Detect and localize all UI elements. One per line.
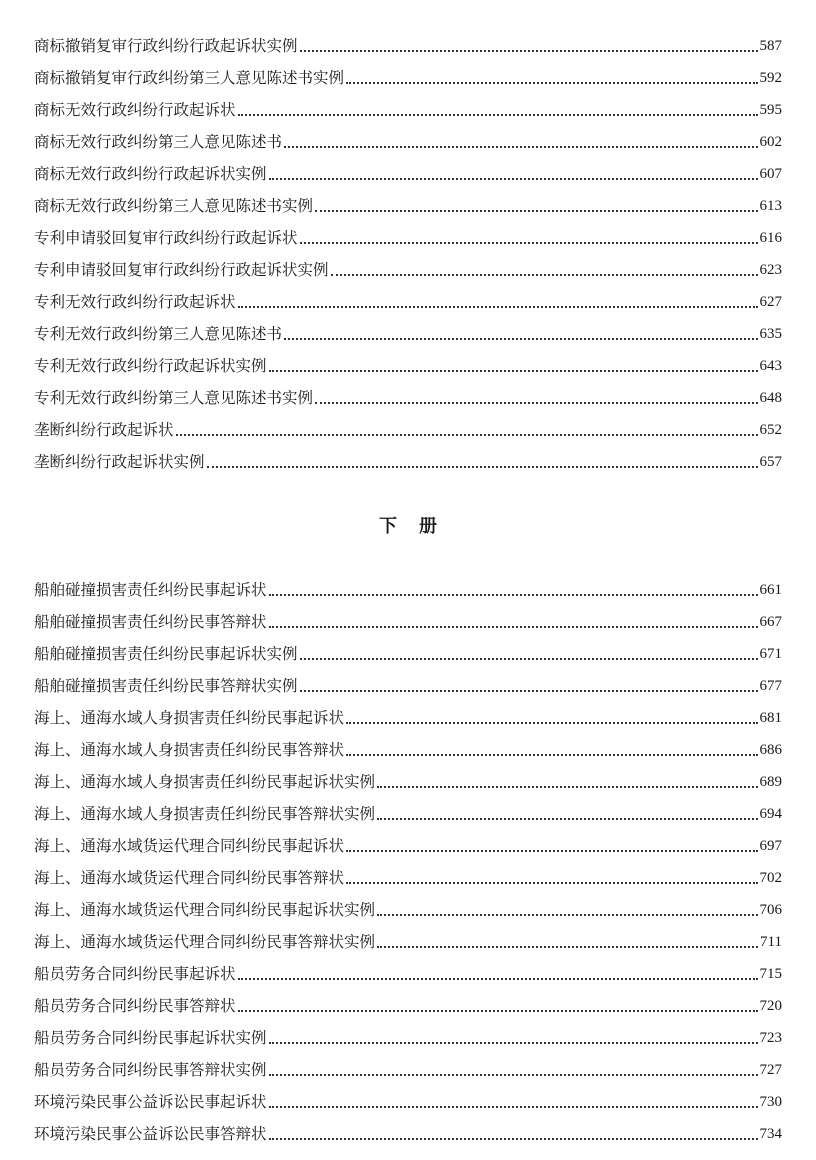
toc-entry[interactable] xyxy=(34,638,782,670)
toc-entry-title: 垄断纠纷行政起诉状实例 xyxy=(34,453,205,471)
dot-leader xyxy=(269,594,758,596)
dot-leader xyxy=(300,690,758,692)
dot-leader xyxy=(346,722,757,724)
dot-leader xyxy=(300,50,758,52)
toc-entry-page-number: 677 xyxy=(759,678,782,694)
toc-entry[interactable] xyxy=(34,990,782,1022)
toc-entry-page-number: 648 xyxy=(759,390,782,406)
toc-entry-page-number: 657 xyxy=(759,454,782,470)
dot-leader xyxy=(377,946,758,948)
toc-entry-title: 专利无效行政纠纷行政起诉状 xyxy=(34,293,236,311)
dot-leader xyxy=(207,466,758,468)
toc-entry[interactable] xyxy=(34,318,782,350)
toc-entry[interactable] xyxy=(34,1054,782,1086)
toc-entry[interactable] xyxy=(34,286,782,318)
toc-entry[interactable] xyxy=(34,158,782,190)
toc-entry[interactable] xyxy=(34,926,782,958)
toc-entry-page-number: 607 xyxy=(759,166,782,182)
toc-entry-page-number: 702 xyxy=(759,870,782,886)
toc-entry[interactable] xyxy=(34,606,782,638)
toc-entry-title: 环境污染民事公益诉讼民事起诉状 xyxy=(34,1093,267,1111)
dot-leader xyxy=(346,882,757,884)
toc-entry-page-number: 715 xyxy=(759,966,782,982)
toc-entry[interactable] xyxy=(34,766,782,798)
toc-entry[interactable] xyxy=(34,382,782,414)
toc-entry-page-number: 711 xyxy=(760,934,782,950)
toc-entry-page-number: 734 xyxy=(759,1126,782,1142)
toc-list-lower xyxy=(34,574,782,1150)
dot-leader xyxy=(377,818,757,820)
toc-entry-page-number: 671 xyxy=(759,646,782,662)
toc-entry-page-number: 643 xyxy=(759,358,782,374)
toc-entry[interactable] xyxy=(34,1118,782,1150)
toc-entry[interactable] xyxy=(34,830,782,862)
dot-leader xyxy=(315,210,757,212)
toc-entry-title: 垄断纠纷行政起诉状 xyxy=(34,421,174,439)
toc-entry[interactable] xyxy=(34,894,782,926)
toc-entry-title: 商标撤销复审行政纠纷第三人意见陈述书实例 xyxy=(34,69,345,87)
toc-entry-page-number: 697 xyxy=(759,838,782,854)
toc-entry-title: 海上、通海水域人身损害责任纠纷民事起诉状 xyxy=(34,709,345,727)
dot-leader xyxy=(284,338,757,340)
toc-entry-title: 专利无效行政纠纷第三人意见陈述书实例 xyxy=(34,389,314,407)
dot-leader xyxy=(377,914,757,916)
toc-entry-title: 环境污染民事公益诉讼民事答辩状 xyxy=(34,1125,267,1143)
toc-entry-title: 海上、通海水域人身损害责任纠纷民事答辩状 xyxy=(34,741,345,759)
toc-entry-page-number: 727 xyxy=(759,1062,782,1078)
dot-leader xyxy=(284,146,757,148)
dot-leader xyxy=(176,434,758,436)
dot-leader xyxy=(269,1074,758,1076)
dot-leader xyxy=(269,1106,758,1108)
toc-entry[interactable] xyxy=(34,414,782,446)
toc-entry-page-number: 635 xyxy=(759,326,782,342)
dot-leader xyxy=(300,242,758,244)
toc-entry-title: 专利申请驳回复审行政纠纷行政起诉状 xyxy=(34,229,298,247)
toc-entry-title: 商标撤销复审行政纠纷行政起诉状实例 xyxy=(34,37,298,55)
dot-leader xyxy=(346,754,757,756)
dot-leader xyxy=(269,370,758,372)
toc-entry-title: 商标无效行政纠纷第三人意见陈述书 xyxy=(34,133,283,151)
toc-entry-title: 海上、通海水域货运代理合同纠纷民事起诉状 xyxy=(34,837,345,855)
toc-entry-title: 专利无效行政纠纷行政起诉状实例 xyxy=(34,357,267,375)
toc-entry[interactable] xyxy=(34,1086,782,1118)
toc-entry-page-number: 623 xyxy=(759,262,782,278)
toc-entry-page-number: 602 xyxy=(759,134,782,150)
toc-entry[interactable] xyxy=(34,350,782,382)
toc-entry-title: 船舶碰撞损害责任纠纷民事起诉状 xyxy=(34,581,267,599)
dot-leader xyxy=(269,1138,758,1140)
toc-entry-title: 船员劳务合同纠纷民事起诉状实例 xyxy=(34,1029,267,1047)
toc-entry[interactable] xyxy=(34,446,782,478)
toc-entry[interactable] xyxy=(34,222,782,254)
toc-entry[interactable] xyxy=(34,574,782,606)
toc-entry-page-number: 667 xyxy=(759,614,782,630)
dot-leader xyxy=(269,1042,758,1044)
toc-entry-page-number: 686 xyxy=(759,742,782,758)
section-heading-lower-volume: 下册 xyxy=(379,516,459,537)
dot-leader xyxy=(331,274,758,276)
toc-entry-page-number: 694 xyxy=(759,806,782,822)
toc-entry[interactable] xyxy=(34,94,782,126)
dot-leader xyxy=(377,786,757,788)
toc-entry-title: 海上、通海水域人身损害责任纠纷民事答辩状实例 xyxy=(34,805,376,823)
toc-entry-page-number: 723 xyxy=(759,1030,782,1046)
dot-leader xyxy=(346,850,757,852)
toc-entry-page-number: 592 xyxy=(759,70,782,86)
toc-entry-title: 船舶碰撞损害责任纠纷民事起诉状实例 xyxy=(34,645,298,663)
toc-entry-title: 专利申请驳回复审行政纠纷行政起诉状实例 xyxy=(34,261,329,279)
toc-entry-title: 商标无效行政纠纷行政起诉状 xyxy=(34,101,236,119)
toc-entry-title: 船员劳务合同纠纷民事起诉状 xyxy=(34,965,236,983)
dot-leader xyxy=(300,658,758,660)
dot-leader xyxy=(238,306,758,308)
toc-entry-page-number: 652 xyxy=(759,422,782,438)
toc-entry-title: 海上、通海水域货运代理合同纠纷民事起诉状实例 xyxy=(34,901,376,919)
toc-entry[interactable] xyxy=(34,798,782,830)
toc-entry[interactable] xyxy=(34,734,782,766)
toc-entry[interactable] xyxy=(34,126,782,158)
toc-entry[interactable] xyxy=(34,62,782,94)
toc-entry-title: 船员劳务合同纠纷民事答辩状 xyxy=(34,997,236,1015)
toc-entry-title: 船员劳务合同纠纷民事答辩状实例 xyxy=(34,1061,267,1079)
toc-entry[interactable] xyxy=(34,1022,782,1054)
toc-entry-page-number: 616 xyxy=(759,230,782,246)
toc-list-upper xyxy=(34,30,782,478)
dot-leader xyxy=(238,114,758,116)
toc-entry[interactable] xyxy=(34,30,782,62)
toc-entry[interactable] xyxy=(34,190,782,222)
toc-entry-title: 海上、通海水域人身损害责任纠纷民事起诉状实例 xyxy=(34,773,376,791)
toc-entry[interactable] xyxy=(34,254,782,286)
toc-entry-page-number: 613 xyxy=(759,198,782,214)
toc-entry[interactable] xyxy=(34,670,782,702)
toc-entry-page-number: 627 xyxy=(759,294,782,310)
dot-leader xyxy=(238,1010,758,1012)
toc-entry-title: 船舶碰撞损害责任纠纷民事答辩状 xyxy=(34,613,267,631)
toc-entry-page-number: 720 xyxy=(759,998,782,1014)
toc-entry-title: 海上、通海水域货运代理合同纠纷民事答辩状实例 xyxy=(34,933,376,951)
toc-entry-page-number: 730 xyxy=(759,1094,782,1110)
dot-leader xyxy=(346,82,757,84)
toc-entry[interactable] xyxy=(34,702,782,734)
dot-leader xyxy=(315,402,757,404)
toc-entry-page-number: 681 xyxy=(759,710,782,726)
toc-entry-page-number: 595 xyxy=(759,102,782,118)
toc-entry-title: 海上、通海水域货运代理合同纠纷民事答辩状 xyxy=(34,869,345,887)
dot-leader xyxy=(238,978,758,980)
toc-entry-page-number: 706 xyxy=(759,902,782,918)
toc-entry-page-number: 661 xyxy=(759,582,782,598)
toc-entry-title: 船舶碰撞损害责任纠纷民事答辩状实例 xyxy=(34,677,298,695)
toc-entry-title: 专利无效行政纠纷第三人意见陈述书 xyxy=(34,325,283,343)
toc-entry[interactable] xyxy=(34,958,782,990)
dot-leader xyxy=(269,626,758,628)
toc-entry-title: 商标无效行政纠纷第三人意见陈述书实例 xyxy=(34,197,314,215)
toc-entry-page-number: 587 xyxy=(759,38,782,54)
dot-leader xyxy=(269,178,758,180)
toc-entry[interactable] xyxy=(34,862,782,894)
toc-entry-title: 商标无效行政纠纷行政起诉状实例 xyxy=(34,165,267,183)
toc-entry-page-number: 689 xyxy=(759,774,782,790)
